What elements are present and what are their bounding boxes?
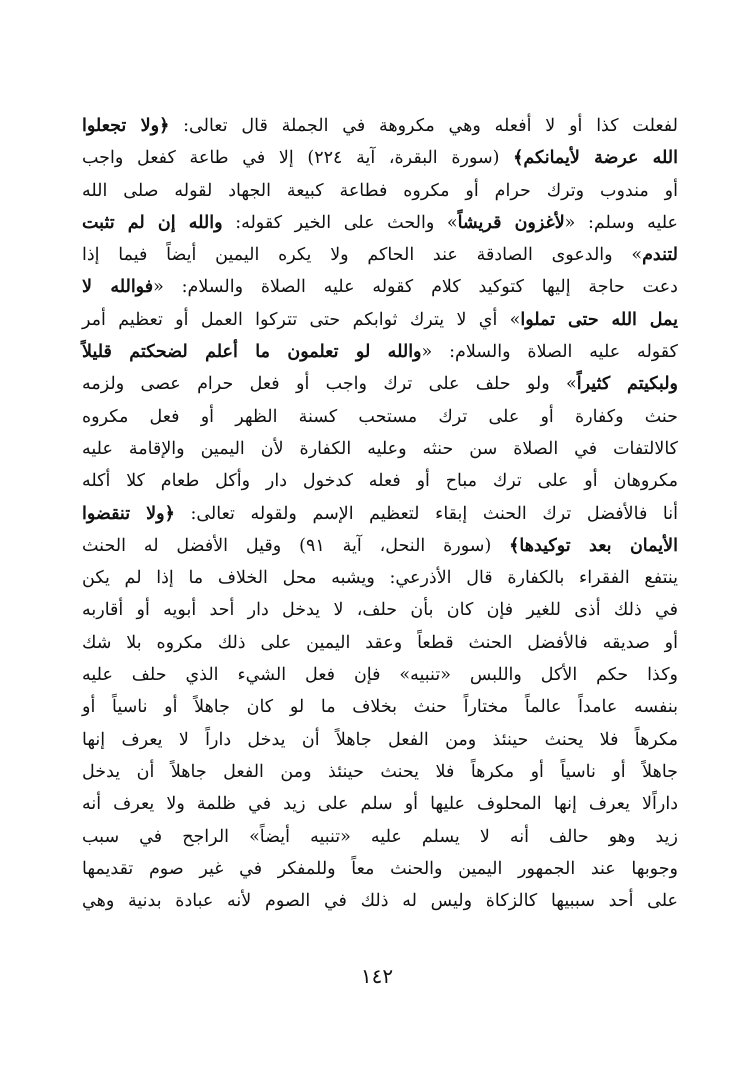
page-number: ١٤٢ xyxy=(360,964,394,988)
text-segment: وجوبها عند الجمهور اليمين والحنث معاً وللمفكر في غير صوم تقديمها xyxy=(82,858,678,879)
text-line xyxy=(82,142,678,174)
text-segment: أو صديقه فالأفضل الحنث قطعاً وعقد اليمين على ذلك مكروه بلا شك xyxy=(82,632,678,653)
text-line xyxy=(82,594,678,626)
text-line xyxy=(82,756,678,788)
body-text xyxy=(82,110,678,917)
text-line xyxy=(82,239,678,271)
text-segment: (سورة النحل، آية ٩١) وقيل الأفضل له الحنث xyxy=(82,535,510,556)
quoted-text: يمل الله حتى تملوا xyxy=(520,309,679,330)
text-segment: » ولو حلف على ترك واجب أو فعل حرام عصى ولزمه xyxy=(82,374,577,395)
text-line xyxy=(82,175,678,207)
text-segment: على أحد سببيها كالزكاة وليس له ذلك في الصوم لأنه عبادة بدنية وهي xyxy=(82,891,678,912)
text-segment: كالالتفات في الصلاة سن حنثه وعليه الكفارة لأن اليمين والإقامة عليه xyxy=(82,438,678,459)
text-line xyxy=(82,433,678,465)
text-segment: أنا فالأفضل ترك الحنث إبقاء لتعظيم الإسم ولقوله تعالى: xyxy=(174,503,678,524)
quoted-text: ﴿ولا تنقضوا xyxy=(82,503,175,524)
text-segment: مكروهان أو على ترك مباح أو فعله كدخول دار وأكل طعام كلا أكله xyxy=(82,471,678,492)
text-segment: حنث وكفارة أو على ترك مستحب كسنة الظهر أو فعل مكروه xyxy=(82,406,678,427)
text-segment: عليه وسلم: « xyxy=(564,212,678,233)
text-line xyxy=(82,498,678,530)
text-line xyxy=(82,207,678,239)
text-segment: ينتفع الفقراء بالكفارة قال الأذرعي: ويشبه محل الخلاف ما إذا لم يكن xyxy=(82,568,678,589)
text-segment: » والدعوى الصادقة عند الحاكم ولا يكره اليمين أيضاً فيما إذا xyxy=(82,245,643,266)
text-line xyxy=(82,691,678,723)
text-line xyxy=(82,271,678,303)
text-segment: زيد وهو حالف أنه لا يسلم عليه «تنبيه أيضاً» الراجح في سبب xyxy=(82,826,678,847)
text-line xyxy=(82,627,678,659)
quoted-text: والله لو تعلمون ما أعلم لضحكتم قليلاً xyxy=(82,342,422,363)
text-line xyxy=(82,368,678,400)
text-line xyxy=(82,659,678,691)
text-segment: أو مندوب وترك حرام أو مكروه فطاعة كبيعة الجهاد لقوله صلى الله xyxy=(82,180,678,201)
quoted-text: لأغزون قريشاً xyxy=(457,212,565,233)
text-line xyxy=(82,336,678,368)
text-segment: مكرهاً فلا يحنث حينئذ ومن الفعل جاهلاً أن يدخل داراً لا يعرف إنها xyxy=(82,729,678,750)
quoted-text: الله عرضة لأيمانكم﴾ xyxy=(513,148,678,169)
text-segment: وكذا حكم الأكل واللبس «تنبيه» فإن فعل الشيء الذي حلف عليه xyxy=(82,665,678,686)
text-line xyxy=(82,530,678,562)
text-segment: كقوله عليه الصلاة والسلام: « xyxy=(421,342,678,363)
text-segment: لفعلت كذا أو لا أفعله وهي مكروهة في الجملة قال تعالى: xyxy=(169,116,678,136)
text-segment: بنفسه عامداً عالماً مختاراً حنث بخلاف ما لو كان جاهلاً أو ناسياً أو xyxy=(82,697,678,718)
text-line xyxy=(82,853,678,885)
quoted-text: ﴿ولا تجعلوا xyxy=(82,116,170,136)
text-segment: جاهلاً أو ناسياً أو مكرهاً فلا يحنث حينئذ ومن الفعل جاهلاً أن يدخل xyxy=(82,761,678,782)
quoted-text: والله إن لم تثبت xyxy=(82,212,223,233)
text-segment: » والحث على الخير كقوله: xyxy=(222,212,458,233)
text-line xyxy=(82,110,678,142)
text-line xyxy=(82,465,678,497)
text-line xyxy=(82,821,678,853)
text-line xyxy=(82,562,678,594)
text-line xyxy=(82,885,678,917)
quoted-text: الأيمان بعد توكيدها﴾ xyxy=(509,535,678,556)
quoted-text: ولبكيتم كثيراً xyxy=(576,374,678,395)
text-segment: في ذلك أذى للغير فإن كان بأن حلف، لا يدخل دار أحد أبويه أو أقاربه xyxy=(82,600,678,621)
text-line xyxy=(82,401,678,433)
text-line xyxy=(82,304,678,336)
quoted-text: لتندم xyxy=(642,245,678,266)
text-segment: داراًلا يعرف إنها المحلوف عليها أو سلم على زيد في ظلمة ولا يعرف أنه xyxy=(82,794,678,815)
text-line xyxy=(82,724,678,756)
text-segment: (سورة البقرة، آية ٢٢٤) إلا في طاعة كفعل واجب xyxy=(82,148,514,169)
text-line xyxy=(82,788,678,820)
quoted-text: فوالله لا xyxy=(82,277,154,298)
text-segment: دعت حاجة إليها كتوكيد كلام كقوله عليه الصلاة والسلام: « xyxy=(153,277,678,298)
text-segment: » أي لا يترك ثوابكم حتى تتركوا العمل أو تعظيم أمر xyxy=(82,309,521,330)
